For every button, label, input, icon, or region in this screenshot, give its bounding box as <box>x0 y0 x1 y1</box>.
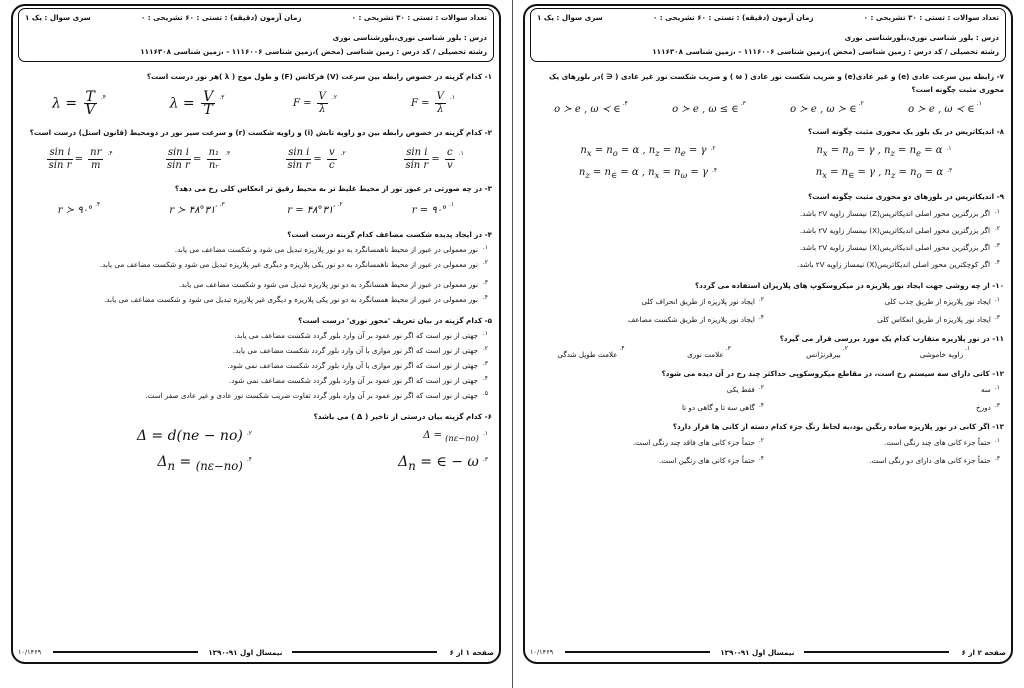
option-2[interactable]: ۲. Δ = d(ne − no) <box>136 428 252 444</box>
question-text: ۲- کدام گزینه در خصوص رابطه بین دو زاویه تابش (i) و زاویه شکست (r) و سرعت سیر نور در دومحیط (قانون اسنل) درست است؟ <box>29 128 492 137</box>
page-number: صفحه ۱ از ۶ <box>449 647 494 657</box>
option-2[interactable]: ۲. $n_x = n_o = \alpha$ , $n_z = n_e = \gamma$ <box>580 145 716 158</box>
question-text: ۷- رابطه بین سرعت عادی (e) و غیر عادی(e) و ضریب شکست نور عادی ( ω ) و ضریب شکست نور غیر عادی ( ∈ )در بلورهای یک محوری مثبت چگونه است؟ <box>549 72 1004 94</box>
option-4[interactable]: ۴. r ≻ ۹۰° <box>57 201 101 216</box>
exam-header <box>18 8 494 62</box>
exam-duration: زمان آزمون (دقیقه) : تستی : ۶۰ تشریحی : ۰ <box>140 13 302 22</box>
course-name: درس : بلور شناسی نوری،بلورشناسی نوری <box>844 33 999 42</box>
question-text: ۶- کدام گزینه بیان درستی از تاخیر ( Δ ) می باشد؟ <box>313 412 492 421</box>
option-3[interactable]: ۳. r ≻ ۴۸°۳۱′ <box>169 201 225 216</box>
course-name: درس : بلور شناسی نوری،بلورشناسی نوری <box>332 33 487 42</box>
field-code: رشته تحصیلی / کد درس : زمین شناسی (محض )،زمین شناسی ۱۱۱۶۰۰۶ - ،زمین شناسی ۱۱۱۶۳۰۸ <box>140 47 487 56</box>
question-count: تعداد سوالات : تستی : ۳۰ تشریحی : ۰ <box>351 13 487 22</box>
option-4[interactable]: ۴. λ = $\frac{T}{V}$ <box>52 89 107 118</box>
option-2[interactable]: ۲. $\frac{\text{sin i}}{\text{sin r}}$ = $\frac{v}{c}$ <box>287 147 346 171</box>
page-footer <box>530 646 1006 658</box>
option-1[interactable]: ۱. زاویه خاموشی <box>919 345 971 359</box>
question-1 <box>20 70 492 116</box>
option-1[interactable]: ۱. $\frac{\text{sin i}}{\text{sin r}}$ = $\frac{c}{v}$ <box>405 147 464 171</box>
page-number: صفحه ۲ از ۶ <box>961 647 1006 657</box>
question-12 <box>532 367 1004 415</box>
question-text: ۵- کدام گزینه در بیان تعریف 'محور نوری' درست است؟ <box>298 316 492 325</box>
page-divider <box>512 0 513 688</box>
question-13 <box>532 420 1004 468</box>
option-2[interactable]: ۲. F = $\frac{V}{\lambda}$ <box>292 91 338 115</box>
option-2[interactable]: ۲. ایجاد نور پلاریزه از طریق انحراف کلی <box>641 296 764 306</box>
exam-page-1 <box>6 4 506 680</box>
option-4[interactable]: ۴. نور معمولی در عبور از محیط همسانگرد به دو نور یکی پلاریزه و دیگری غیر پلاریزه تبدیل می شود و شکست مضاعف می یابد. <box>103 294 488 304</box>
question-3 <box>20 182 492 216</box>
option-1[interactable]: ۱. نور معمولی در عبور از محیط ناهمسانگرد به دو نور پلاریزه تبدیل می شود و شکست مضاعف می یابد. <box>174 244 488 254</box>
option-1[interactable]: ۱. r = ۹۰° <box>411 201 455 216</box>
question-9 <box>532 190 1004 271</box>
question-11 <box>532 332 1004 359</box>
option-1[interactable]: ۱. Δ = $_{(n\varepsilon-no)}$ <box>423 430 488 443</box>
option-1[interactable]: ۱. جهتی از نور است که اگر نور عمود بر آن وارد بلور گردد شکست مضاعف می یابد. <box>234 330 488 340</box>
option-4[interactable]: ۴. جهتی از نور است که اگر نور عمود بر آن وارد بلور گردد شکست مضاعف نمی شود. <box>229 375 488 385</box>
semester-label: نیمسال اول ۹۱-۱۳۹۰ <box>720 647 795 657</box>
option-3[interactable]: ۳. ایجاد نور پلاریزه از طریق انعکاس کلی <box>877 314 1000 324</box>
option-2[interactable]: ۲. r = ۴۸°۳۱′ <box>287 201 343 216</box>
option-3[interactable]: ۳. نور معمولی در عبور از محیط همسانگرد به دو نور پلاریزه تبدیل می شود و شکست مضاعف می یابد. <box>178 279 488 289</box>
field-code: رشته تحصیلی / کد درس : زمین شناسی (محض )،زمین شناسی ۱۱۱۶۰۰۶ - ،زمین شناسی ۱۱۱۶۳۰۸ <box>652 47 999 56</box>
option-2[interactable]: ۲. فقط یکی <box>726 384 764 394</box>
question-text: ۹- اندیکاتریس در بلورهای دو محوری مثبت چگونه است؟ <box>808 192 1004 201</box>
question-10 <box>532 279 1004 327</box>
option-1[interactable]: ۱. F = $\frac{V}{\lambda}$ <box>410 91 456 115</box>
option-1[interactable]: ۱. ایجاد نور پلاریزه از طریق جذب کلی <box>884 296 1000 306</box>
option-2[interactable]: ۲. o ≻ e , ω ≻ ∈ <box>790 100 864 115</box>
option-3[interactable]: ۳. $\frac{\text{sin i}}{\text{sin r}}$ = $\frac{\text{n₁}}{\text{nᵣ}}$ <box>167 147 231 171</box>
exam-code: ۱۰/۱۴۶۹ <box>530 648 554 656</box>
option-3[interactable]: ۳. $\Delta_n$ = ∈ − ω <box>398 454 488 473</box>
question-8 <box>532 125 1004 182</box>
question-2 <box>20 126 492 172</box>
question-4 <box>20 228 492 306</box>
question-7 <box>532 70 1004 115</box>
option-1[interactable]: ۱. حتماً جزء کانی های چند رنگی است. <box>884 437 1000 447</box>
question-text: ۸- اندیکاتریس در یک بلور یک محوری مثبت چگونه است؟ <box>807 127 1004 136</box>
exam-code: ۱۰/۱۴۶۹ <box>18 648 42 656</box>
page-footer <box>18 646 494 658</box>
option-3[interactable]: ۳. λ = $\frac{V}{T}$ <box>169 89 225 118</box>
option-3[interactable]: ۳. جهتی از نور است که اگر نور موازی با آن وارد بلور گردد شکست مضاعف نمی شود. <box>227 360 488 370</box>
option-2[interactable]: ۲. جهتی از نور است که اگر نور موازی با آن وارد بلور گردد شکست مضاعف می یابد. <box>232 345 488 355</box>
option-4[interactable]: ۴. $\Delta_n = _{(n\varepsilon-no)}$ <box>157 454 252 473</box>
option-4[interactable]: ۴. $\frac{\text{sin i}}{\text{sin r}}$ = $\frac{nr}{m}$ <box>48 147 113 171</box>
question-text: ۱- کدام گزینه در خصوص رابطه بین سرعت (V) فرکانس (F) و طول موج ( λ )هر نور درست است؟ <box>146 72 492 81</box>
option-3[interactable]: ۳. اگر بزرگترین محور اصلی اندیکاتریس(X) نیمساز زاویه ۲V باشد. <box>799 242 1000 252</box>
option-3[interactable]: ۳. $n_x = n_\in = \gamma$ , $n_z = n_o = \alpha$ <box>815 167 953 180</box>
semester-label: نیمسال اول ۹۱-۱۳۹۰ <box>208 647 283 657</box>
exam-header <box>530 8 1006 62</box>
option-1[interactable]: ۱. o ≻ e , ω ≺ ∈ <box>908 100 982 115</box>
option-2[interactable]: ۲. حتماً جزء کانی های فاقد چند رنگی است. <box>632 437 764 447</box>
questions-body <box>532 70 1004 473</box>
questions-body <box>20 70 492 478</box>
exam-duration: زمان آزمون (دقیقه) : تستی : ۶۰ تشریحی : ۰ <box>652 13 814 22</box>
option-1[interactable]: ۱. اگر بزرگترین محور اصلی اندیکاتریس(Z) نیمساز زاویه ۲V باشد. <box>799 208 1000 218</box>
question-count: تعداد سوالات : تستی : ۳۰ تشریحی : ۰ <box>863 13 999 22</box>
option-3[interactable]: ۳. حتماً جزء کانی های دارای دو رنگی است. <box>869 455 1000 465</box>
option-4[interactable]: ۴. ایجاد نور پلاریزه از طریق شکست مضاعف <box>627 314 764 324</box>
question-6 <box>20 410 492 473</box>
option-2[interactable]: ۲. نور معمولی در عبور از محیط ناهمسانگرد به دو نور یکی پلاریزه و دیگری غیر پلاریزه تبدیل می شود و شکست مضاعف می یابد. <box>99 259 488 269</box>
option-3[interactable]: ۳. علامت نوری <box>687 345 731 359</box>
option-4[interactable]: ۴. اگر کوچکترین محور اصلی اندیکاتریس(X) نیمساز زاویه ۲V باشد. <box>797 259 1000 269</box>
option-1[interactable]: ۱. $n_x = n_o = \gamma$ , $n_z = n_e = \alpha$ <box>816 145 952 158</box>
option-4[interactable]: ۴. علامت طویل شدگی <box>557 345 625 359</box>
option-4[interactable]: ۴. o ≻ e , ω ≺ ∈ <box>554 100 628 115</box>
option-3[interactable]: ۳. دورخ <box>976 402 1000 412</box>
series-label: سری سوال : یک ۱ <box>537 13 603 22</box>
question-text: ۴- در ایجاد پدیده شکست مضاعف کدام گزینه درست است؟ <box>287 230 492 239</box>
option-2[interactable]: ۲. بیرفرنژانس <box>806 345 848 359</box>
option-1[interactable]: ۱. سه <box>980 384 1000 394</box>
option-4[interactable]: ۴. گاهی سه تا و گاهی دو تا <box>681 402 764 412</box>
question-5 <box>20 314 492 402</box>
series-label: سری سوال : یک ۱ <box>25 13 91 22</box>
question-text: ۱۳- اگر کانی در نور پلاریزه ساده رنگین بود،به لحاظ رنگ جزء کدام دسته از کانی ها قرار دارد؟ <box>672 422 1004 431</box>
exam-page-2 <box>518 4 1018 680</box>
option-2[interactable]: ۲. اگر بزرگترین محور اصلی اندیکاتریس(X) نیمساز زاویه ۲V باشد. <box>799 225 1000 235</box>
question-text: ۱۲- کانی دارای سه سیستم رخ است، در مقاطع میکروسکوپی حداکثر چند رخ در آن دیده می شود؟ <box>661 369 1004 378</box>
option-4[interactable]: ۴. حتماً جزء کانی های رنگین است. <box>659 455 764 465</box>
question-text: ۳- در چه صورتی در عبور نور از محیط غلیظ تر به محیط رقیق تر انعکاس کلی رخ می دهد؟ <box>174 184 492 193</box>
question-text: ۱۱- در نور پلاریزه متقارب کدام یک مورد بررسی قرار می گیرد؟ <box>779 334 1004 343</box>
option-5[interactable]: ۵. جهتی از نور است که اگر نور عمود بر آن وارد بلور گردد تفاوت ضریب شکست نور عادی و غیر عادی صفر است. <box>145 390 488 400</box>
question-text: ۱۰- از چه روشی جهت ایجاد نور پلاریزه در میکروسکوپ های پلاریزان استفاده می گردد؟ <box>694 281 1004 290</box>
option-3[interactable]: ۳. o ≻ e , ω ≤ ∈ <box>672 100 746 115</box>
option-4[interactable]: ۴. $n_z = n_\in = \alpha$ , $n_x = n_\omega = \gamma$ <box>578 167 718 180</box>
